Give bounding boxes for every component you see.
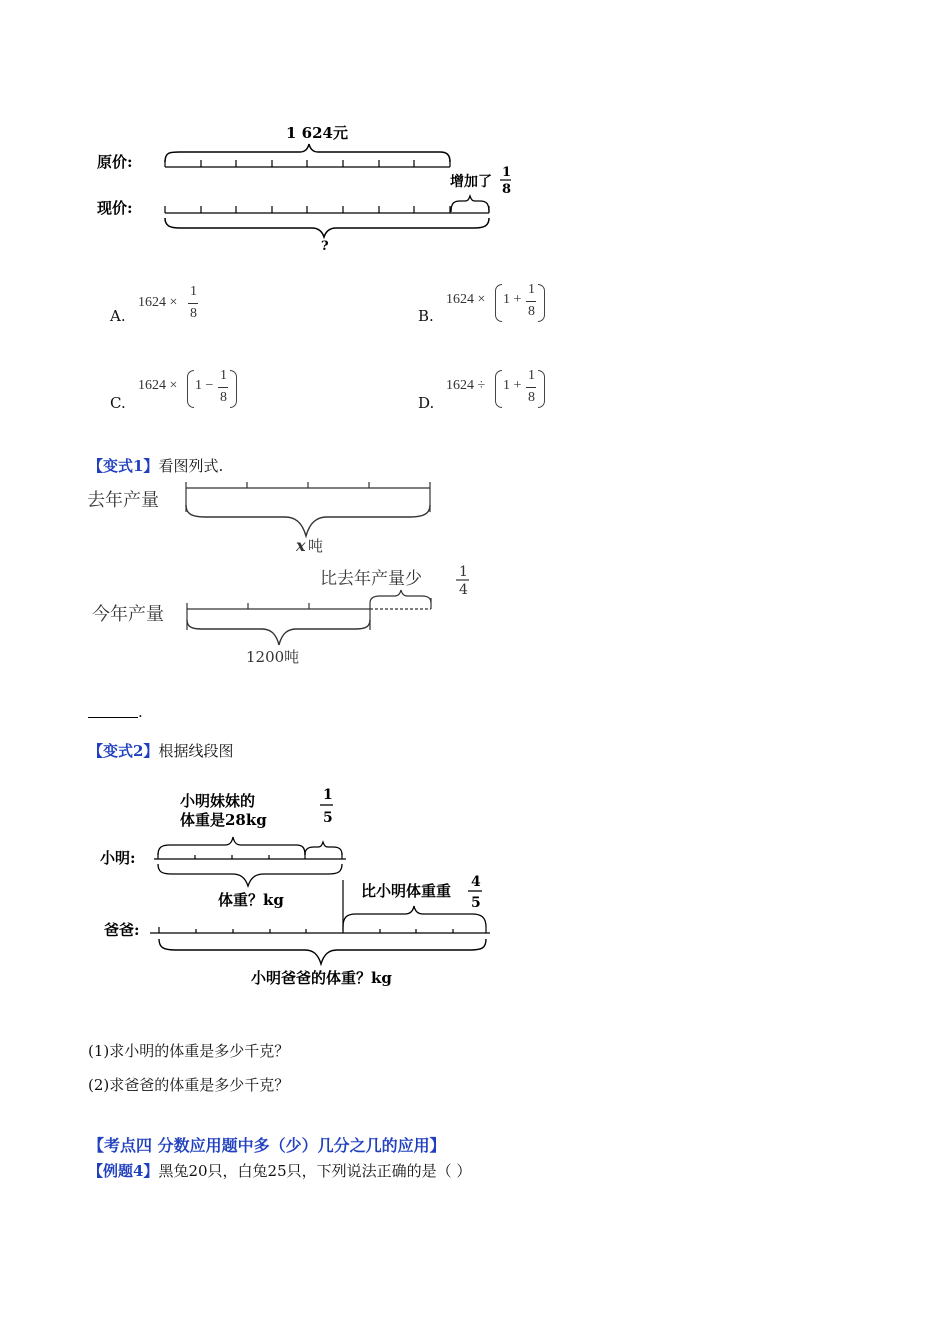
last-year-label: 去年产量 [87,490,159,511]
variant2-tag: 【变式2】 [88,742,159,760]
current-price-row-label: 现价: [97,199,133,217]
example4 [88,1160,471,1181]
option-b-expression: 1624 × [446,292,486,307]
question-1: (1)求小明的体重是多少千克？ [88,1042,290,1060]
variant1-text: 看图列式. [158,457,224,475]
increase-frac-den: 8 [502,182,512,197]
last-year-x-label: x [296,536,306,555]
increase-label: 增加了 [450,174,492,190]
option-b-frac-num: 1 [528,282,535,297]
heavier-label: 比小明体重重 [361,882,452,900]
heavier-frac-num: 4 [471,874,481,890]
option-c-frac-num: 1 [220,368,227,383]
current-price-question: ? [321,239,329,254]
dad-brace [159,939,486,964]
option-d-frac-den: 8 [528,390,535,405]
this-year-ton-label: 1200吨 [246,648,300,666]
sister-label-line2: 体重是28kg [180,811,267,829]
example4-text: 黑兔20只，白兔25只，下列说法正确的是（ ） [158,1162,472,1180]
dad-weight-label: 小明爸爸的体重？kg [251,969,392,987]
heavier-brace [343,906,486,927]
option-a-frac-den: 8 [190,306,197,321]
option-b-letter: B. [418,307,434,325]
less-frac-den: 4 [459,582,468,598]
option-b-inner: 1 + [503,292,522,307]
option-d-frac-num: 1 [528,368,535,383]
xiaoming-weight-label: 体重？kg [218,891,284,909]
section4-title: 【考点四 分数应用题中多（少）几分之几的应用】 [88,1136,446,1155]
option-a-frac-num: 1 [190,284,197,299]
option-c-inner: 1 − [195,378,214,393]
variant2-text: 根据线段图 [158,742,234,760]
total-price-label: 1 624元 [286,124,348,142]
option-d-letter: D. [418,394,435,412]
option-c-frac-den: 8 [220,390,227,405]
original-price-row-label: 原价: [97,153,133,171]
sister-frac-den: 5 [323,810,333,826]
this-year-label: 今年产量 [92,604,164,625]
xiaoming-brace [158,864,342,886]
dad-line [150,927,490,933]
less-frac-num: 1 [459,564,468,580]
option-a-expression: 1624 × [138,295,178,310]
option-d-expression: 1624 ÷ [446,378,486,393]
variant1-tag: 【变式1】 [88,457,159,475]
sister-frac-num: 1 [323,787,333,803]
increase-frac-num: 1 [502,165,512,180]
option-c-letter: C. [110,394,126,412]
option-d-inner: 1 + [503,378,522,393]
variant1-answer-period: . [138,703,143,721]
less-label: 比去年产量少 [320,569,422,589]
sister-brace [158,837,305,855]
heavier-frac-den: 5 [471,895,481,911]
xiaoming-line [154,853,346,859]
sister-label-line1: 小明妹妹的 [180,792,256,810]
option-a-letter: A. [110,307,126,325]
xiaoming-label: 小明: [100,849,136,867]
dad-label: 爸爸: [104,921,140,939]
question-2: (2)求爸爸的体重是多少千克？ [88,1076,290,1094]
example4-tag: 【例题4】 [88,1162,159,1180]
option-b-frac-den: 8 [528,304,535,319]
last-year-ton-label: 吨 [308,537,324,555]
option-c-expression: 1624 × [138,378,178,393]
one-fifth-brace [305,842,342,855]
